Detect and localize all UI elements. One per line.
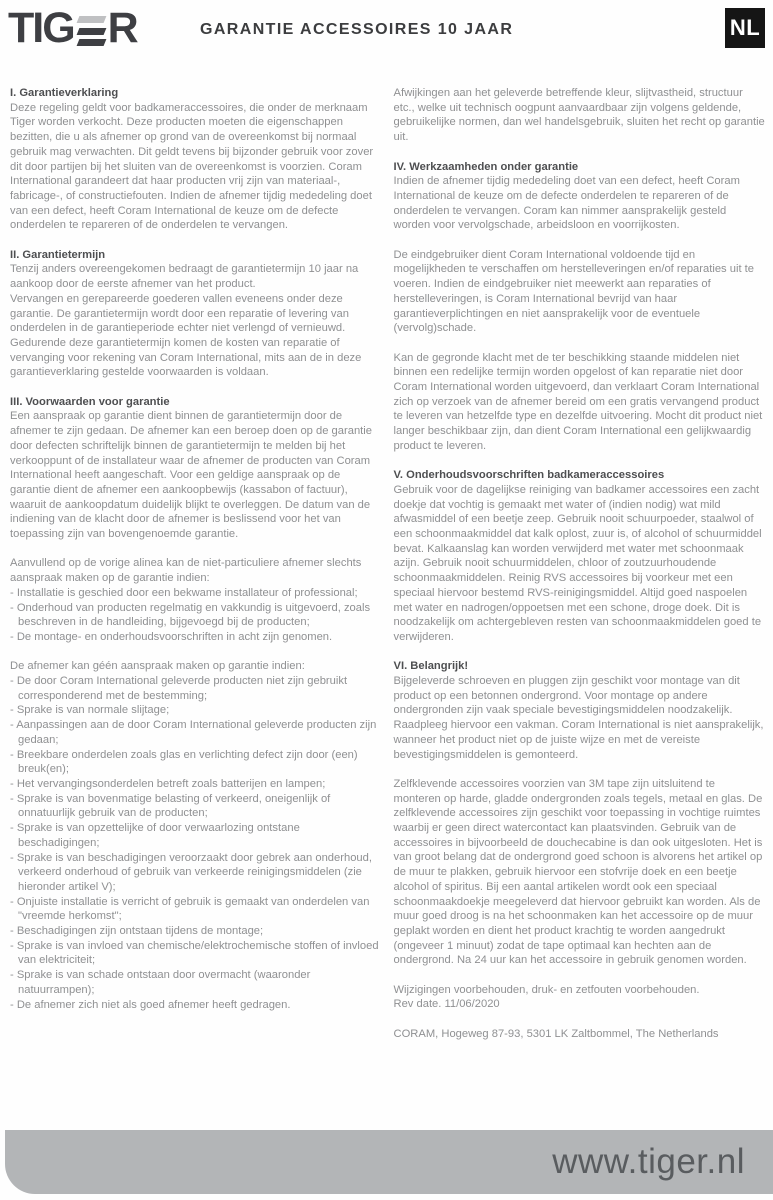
bullet-item: - Sprake is van opzettelijke of door verwaarlozing ontstane beschadigingen; — [10, 822, 300, 849]
paragraph-gap — [394, 762, 766, 777]
paragraph: Gedurende deze garantietermijn komen de kosten van reparatie of vervanging voor rekening van Coram International, mits aan de in deze garantieverklaring gestelde voorwaarden is voldaan. — [10, 336, 362, 379]
paragraph: De eindgebruiker dient Coram International voldoende tijd en mogelijkheden te verschaffen om herstelleveringen en/of reparaties uit te voeren. Indien de eindgebruiker niet meewerkt aan reparaties of herstelleveringen, is Coram International bevrijd van haar garantieverplichtingen en niet aansprakelijk voor de eventuele (vervolg)schade. — [393, 248, 754, 335]
right-column — [394, 86, 766, 1042]
bullet-item: - Sprake is van invloed van chemische/elektrochemische stoffen of invloed van elektriciteit; — [10, 939, 379, 967]
bullet-item: - Breekbare onderdelen zoals glas en verlichting defect zijn door (een) breuk(en); — [10, 748, 358, 776]
logo-text-prefix: TIG — [8, 4, 74, 52]
document-header — [0, 0, 773, 60]
paragraph: Aanvullend op de vorige alinea kan de niet-particuliere afnemer slechts aanspraak maken op de garantie indien: — [10, 557, 362, 585]
paragraph-gap — [394, 645, 766, 660]
page-title: GARANTIE ACCESSOIRES 10 JAAR — [200, 21, 514, 38]
paragraph-gap — [394, 233, 766, 248]
paragraph-gap — [10, 542, 382, 557]
section-heading: V. Onderhoudsvoorschriften badkameraccessoires — [393, 469, 665, 482]
paragraph: Vervangen en gerepareerde goederen vallen eveneens onder deze garantie. De garantietermijn wordt door een reparatie of levering van onderdelen in de garantieperiode echter niet verlengd of vernieuwd. — [10, 292, 349, 335]
paragraph-gap — [10, 645, 382, 660]
paragraph-gap — [394, 454, 766, 469]
website-url: www.tiger.nl — [552, 1142, 745, 1181]
footer-bar — [5, 1130, 773, 1194]
section-heading: IV. Werkzaamheden onder garantie — [393, 160, 579, 173]
logo-text-suffix: R — [107, 4, 137, 52]
section-heading: III. Voorwaarden voor garantie — [10, 395, 170, 408]
paragraph-gap — [394, 336, 766, 351]
paragraph: Bijgeleverde schroeven en pluggen zijn geschikt voor montage van dit product op een betonnen ondergrond. Voor montage op andere ondergronden zijn vaak speciale bevestigingsmiddelen noodzakelijk. Raadpleeg hiervoor een vakman. Coram International is niet aansprakelijk, wanneer het product niet op de juiste wijze en met de vereiste bevestigingsmiddelen is gemonteerd. — [393, 675, 764, 761]
paragraph-gap — [10, 380, 382, 395]
bullet-item: - Onderhoud van producten regelmatig en vakkundig is uitgevoerd, zoals beschreven in de handleiding, bijgevoegd bij de producten; — [10, 601, 371, 629]
bullet-item: - De afnemer zich niet als goed afnemer heeft gedragen. — [10, 998, 291, 1011]
paragraph: Rev date. 11/06/2020 — [393, 998, 500, 1011]
bullet-item: - Het vervangingsonderdelen betreft zoals batterijen en lampen; — [10, 777, 326, 790]
paragraph-gap — [394, 145, 766, 160]
bullet-item: - Sprake is van beschadigingen veroorzaakt door gebrek aan onderhoud, verkeerd onderhoud of gebruik van verkeerde reinigingsmiddelen (zie hieronder artikel V); — [10, 851, 372, 893]
paragraph-gap — [394, 968, 766, 983]
paragraph-gap — [10, 233, 382, 248]
bullet-item: - Sprake is van schade ontstaan door overmacht (waaronder natuurrampen); — [10, 969, 311, 996]
paragraph: De afnemer kan géén aanspraak maken op garantie indien: — [10, 660, 305, 673]
paragraph: Afwijkingen aan het geleverde betreffende kleur, slijtvastheid, structuur etc., welke uit technisch oogpunt aanvaardbaar zijn volgens geldende, gebruikelijke normen, dan wel handelsgebruik, sluiten het recht op garantie uit. — [393, 87, 765, 144]
paragraph: Gebruik voor de dagelijkse reiniging van badkamer accessoires een zacht doekje dat vochtig is gemaakt met water of (indien nodig) wat mild afwasmiddel of een beetje zeep. Gebruik nooit schuurpoeder, staalwol of een schoonmaakmiddel dat kalk oplost, zuur is, of alcohol of schuurmiddel bevat. Kalkaanslag kan worden verwijderd met water met schoonmaak azijn. Gebruik nooit schuurmiddelen, chloor of zoutzuurhoudende schoonmaakmiddelen. Reinig RVS accessoires bij voorkeur met een speciaal hiervoor bestemd RVS-reinigingsmiddel. Altijd goed naspoelen met water en nadrogen/oppoetsen met een schone, droge doek. Dit is noodzakelijk om achtergebleven resten van schoonmaakmiddelen goed te verwijderen. — [393, 483, 762, 643]
paragraph: Een aanspraak op garantie dient binnen de garantietermijn door de afnemer te zijn gedaan. De afnemer kan een beroep doen op de garantie door defecten schriftelijk binnen de garantietermijn te melden bij het verkooppunt of de installateur waar de afnemer de producten van Coram International heeft aangeschaft. Voor een geldige aanspraak op de garantie dient de afnemer een aankoopbewijs (kassabon of factuur), waaruit de aankoopdatum duidelijk blijkt te overleggen. De datum van de indiening van de klacht door de afnemer is beslissend voor het van toepassing zijn van bovengenoemde garantie. — [10, 410, 372, 541]
tiger-logo — [8, 6, 137, 50]
section-heading: II. Garantietermijn — [10, 248, 106, 261]
paragraph: Wijzigingen voorbehouden, druk- en zetfouten voorbehouden. — [393, 983, 700, 996]
paragraph: Deze regeling geldt voor badkameraccessoires, die onder de merknaam Tiger worden verkocht. Deze producten moeten die eigenschappen bezitten, die u als afnemer op grond van de overeenkomst bij normaal gebruik mag verwachten. Dit geldt tevens bij bijzonder gebruik voor zover dit door partijen bij het sluiten van de overeenkomst is voorzien. Coram International garandeert dat haar producten vrij zijn van materiaal-, fabricage-, of constructiefouten. Indien de afnemer tijdig mededeling doet van een defect, heeft Coram International de keuze om de defecte onderdelen te repareren of de onderdelen te vervangen. — [10, 101, 374, 232]
logo-stylized-e-icon — [78, 16, 105, 46]
paragraph: Tenzij anders overeengekomen bedraagt de garantietermijn 10 jaar na aankoop door de eerste afnemer van het product. — [10, 263, 359, 291]
paragraph: Zelfklevende accessoires voorzien van 3M tape zijn uitsluitend te monteren op harde, gladde ondergronden zoals tegels, metaal en glas. De zelfklevende accessoires zijn geschikt voor toepassing in vochtige ruimtes waarbij er geen direct watercontact kan plaatsvinden. Gebruik van de accessoires in bijvoorbeeld de douchecabine is dan ook uitgesloten. Het is van groot belang dat de ondergrond goed schoon is alvorens het artikel op de muur te plakken, gebruik hiervoor een stofvrije doek en een beetje alcohol of spiritus. Bij een aantal artikelen wordt ook een speciaal schoonmaakdoekje meegeleverd dat hiervoor gebruikt kan worden. Als de muur goed droog is na het schoonmaken kan het accessoire op de muur geplakt worden en dient het product krachtig te worden aangedrukt (ongeveer 1 minuut) zodat de tape optimaal kan hechten aan de ondergrond. Na 24 uur kan het accessoire in gebruik genomen worden. — [393, 777, 763, 967]
left-column — [10, 86, 382, 1042]
bullet-item: - De montage- en onderhoudsvoorschriften in acht zijn genomen. — [10, 630, 333, 643]
bullet-item: - De door Coram International geleverde producten niet zijn gebruikt corresponderend met de bestemming; — [10, 675, 348, 702]
section-heading: VI. Belangrijk! — [393, 660, 469, 673]
language-badge: NL — [725, 8, 765, 48]
bullet-item: - Aanpassingen aan de door Coram International geleverde producten zijn gedaan; — [10, 719, 377, 746]
bullet-item: - Sprake is van normale slijtage; — [10, 704, 170, 717]
bullet-item: - Beschadigingen zijn ontstaan tijdens de montage; — [10, 925, 264, 938]
paragraph: Kan de gegronde klacht met de ter beschikking staande middelen niet binnen een redelijke termijn worden opgelost of kan reparatie niet door Coram International worden uitgevoerd, dan verklaart Coram International zich op verzoek van de afnemer bereid om een gratis vervangend product te leveren van hetzelfde type en dezelfde uitvoering. Mocht dit product niet langer beschikbaar zijn, dan dient Coram International een gelijkwaardig product te leveren. — [393, 351, 763, 452]
bullet-item: - Onjuiste installatie is verricht of gebruik is gemaakt van onderdelen van "vreemde herkomst"; — [10, 895, 370, 923]
paragraph-gap — [394, 1012, 766, 1027]
bullet-item: - Sprake is van bovenmatige belasting of verkeerd, oneigenlijk of onnatuurlijk gebruik van de producten; — [10, 792, 331, 820]
section-heading: I. Garantieverklaring — [10, 87, 119, 99]
bullet-item: - Installatie is geschied door een bekwame installateur of professional; — [10, 586, 358, 599]
paragraph: CORAM, Hogeweg 87-93, 5301 LK Zaltbommel, The Netherlands — [393, 1027, 719, 1040]
paragraph: Indien de afnemer tijdig mededeling doet van een defect, heeft Coram International de keuze om de defecte onderdelen te repareren of de onderdelen te vervangen. Coram kan nimmer aansprakelijk gesteld worden voor vervolgschade, arbeidsloon en voorrijkosten. — [393, 175, 740, 232]
document-body — [10, 86, 765, 1042]
